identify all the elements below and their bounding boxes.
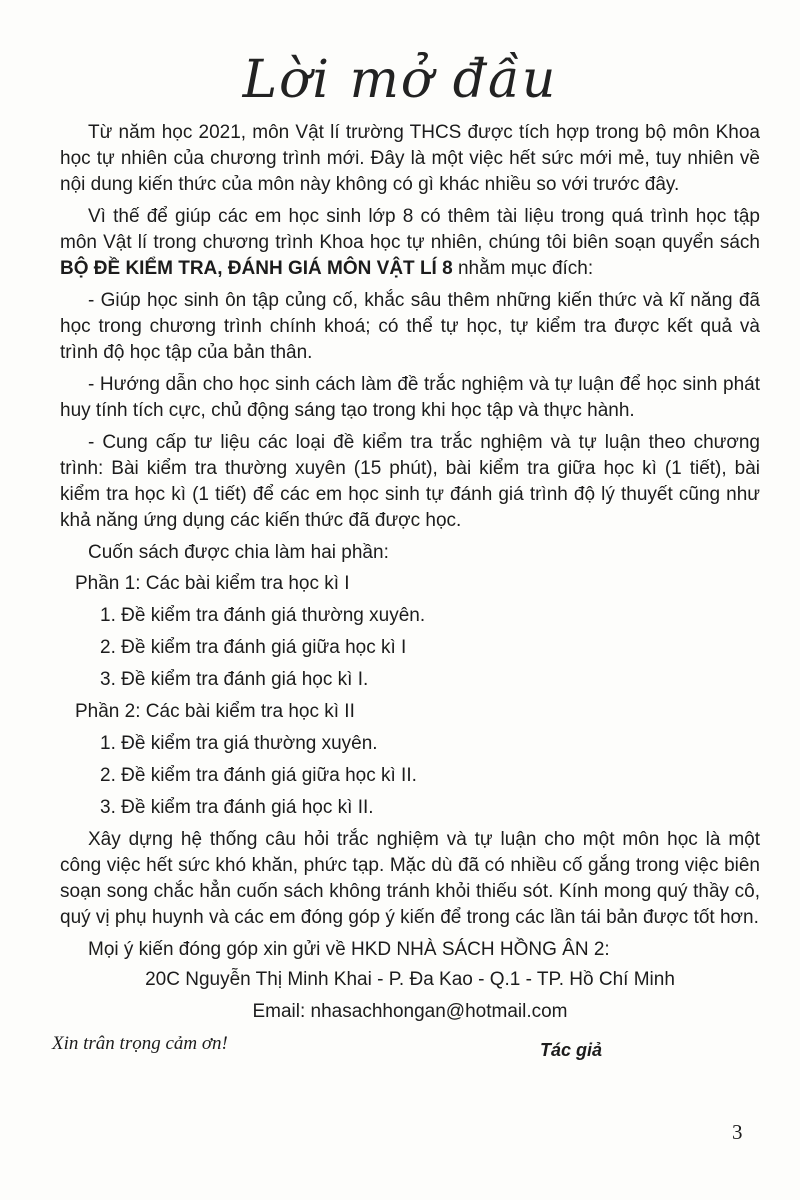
part1-heading: Phần 1: Các bài kiểm tra học kì I: [75, 573, 350, 594]
bullet-review: - Giúp học sinh ôn tập củng cố, khắc sâu thêm những kiến thức và kĩ năng đã học trong chương trình chính khoá; có thể tự học, tự kiểm tra được kết quả và trình độ học tập của bản thân.: [60, 290, 760, 363]
author-signature: Tác giả: [540, 1040, 603, 1060]
structure-intro: Cuốn sách được chia làm hai phần:: [88, 542, 389, 563]
contact-email: Email: nhasachhongan@hotmail.com: [252, 1001, 568, 1022]
page-title: Lời mở đầu: [242, 50, 558, 110]
bullet-materials: - Cung cấp tư liệu các loại đề kiểm tra trắc nghiệm và tự luận theo chương trình: Bài kiểm tra thường xuyên (15 phút), bài kiểm tra giữa học kì (1 tiết), bài kiểm tra học kì (1 tiết) để các em học sinh tự đánh giá trình độ lý thuyết cũng như khả năng ứng dụng các kiến thức đã được học.: [60, 432, 760, 531]
bullet-guidance: - Hướng dẫn cho học sinh cách làm đề trắc nghiệm và tự luận để học sinh phát huy tính tích cực, chủ động sáng tạo trong khi học tập và thực hành.: [60, 374, 760, 421]
book-title: BỘ ĐỀ KIỂM TRA, ĐÁNH GIÁ MÔN VẬT LÍ 8: [60, 258, 453, 279]
purpose-paragraph: [60, 204, 760, 282]
contact-intro: Mọi ý kiến đóng góp xin gửi về HKD NHÀ SÁCH HỒNG ÂN 2:: [88, 939, 610, 960]
purpose-text-before: Vì thế để giúp các em học sinh lớp 8 có thêm tài liệu trong quá trình học tập môn Vật lí trong chương trình Khoa học tự nhiên, chúng tôi biên soạn quyển sách: [60, 206, 760, 253]
list-item: 2. Đề kiểm tra đánh giá giữa học kì I: [100, 637, 407, 658]
contact-address: 20C Nguyễn Thị Minh Khai - P. Đa Kao - Q.1 - TP. Hồ Chí Minh: [145, 969, 675, 990]
page-number: 3: [732, 1120, 743, 1144]
list-item: 3. Đề kiểm tra đánh giá học kì I.: [100, 669, 369, 690]
purpose-text-after: nhằm mục đích:: [452, 258, 594, 279]
closing-paragraph: Xây dựng hệ thống câu hỏi trắc nghiệm và tự luận cho một môn học là một công việc hết sức khó khăn, phức tạp. Mặc dù đã có nhiều cố gắng trong việc biên soạn song chắc hẳn cuốn sách không tránh khỏi thiếu sót. Kính mong quý thầy cô, quý vị phụ huynh và các em đóng góp ý kiến để trong các lần tái bản được tốt hơn.: [60, 829, 760, 928]
preface-body: [52, 120, 760, 1057]
list-item: 3. Đề kiểm tra đánh giá học kì II.: [100, 797, 374, 818]
thanks-line: Xin trân trọng cảm ơn!: [52, 1033, 228, 1054]
intro-paragraph: Từ năm học 2021, môn Vật lí trường THCS được tích hợp trong bộ môn Khoa học tự nhiên của chương trình mới. Đây là một việc hết sức mới mẻ, tuy nhiên về nội dung kiến thức của môn này không có gì khác nhiều so với trước đây.: [60, 122, 760, 195]
list-item: 1. Đề kiểm tra đánh giá thường xuyên.: [100, 605, 426, 626]
list-item: 1. Đề kiểm tra giá thường xuyên.: [100, 733, 378, 754]
list-item: 2. Đề kiểm tra đánh giá giữa học kì II.: [100, 765, 417, 786]
part2-heading: Phần 2: Các bài kiểm tra học kì II: [75, 701, 355, 722]
